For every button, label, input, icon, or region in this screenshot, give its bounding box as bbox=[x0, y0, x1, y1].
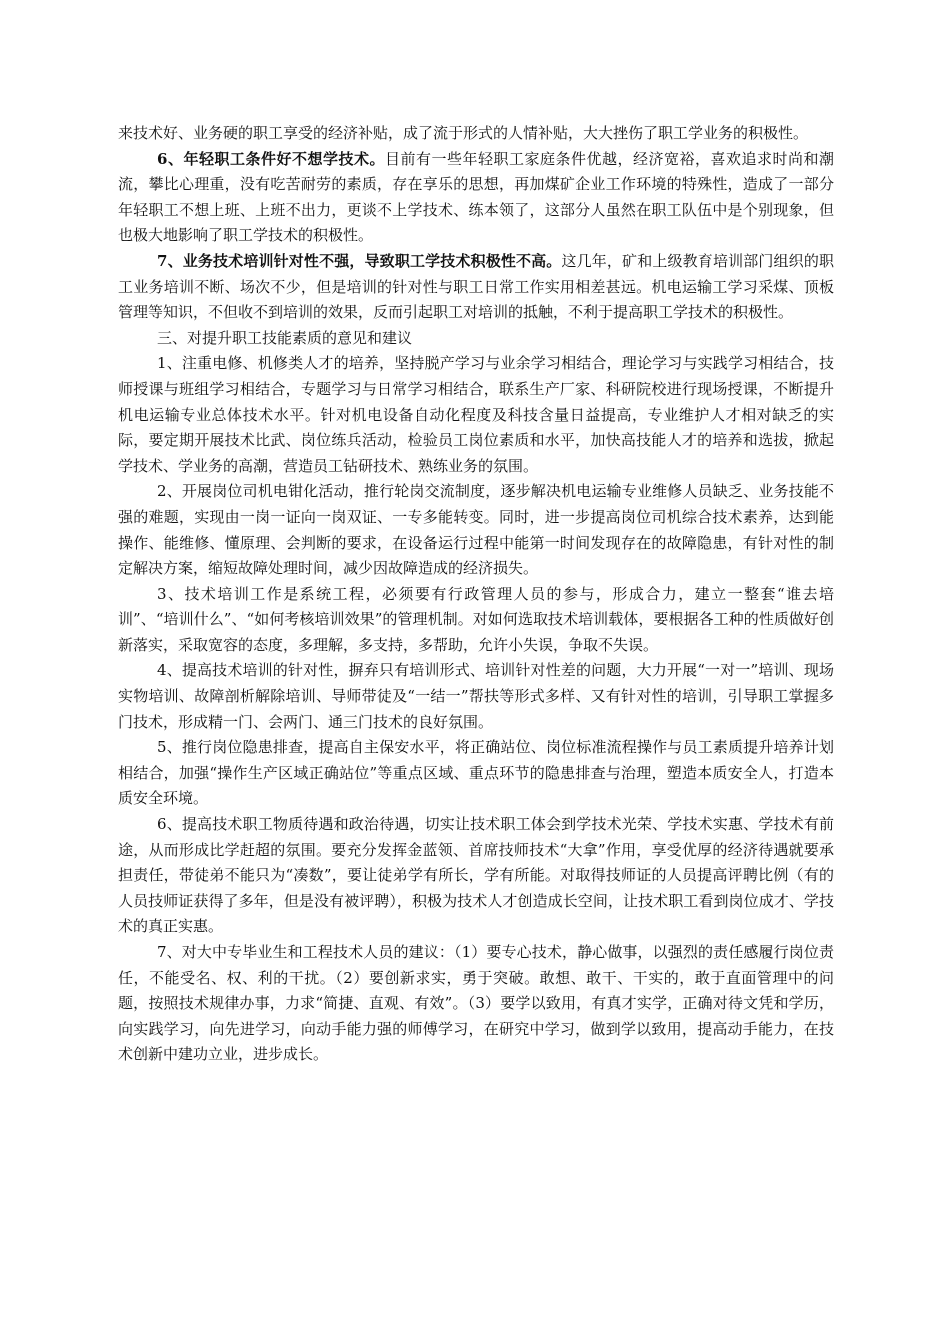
suggestion-paragraph-7: 7、对大中专毕业生和工程技术人员的建议：（1）要专心技术，静心做事，以强烈的责任感履行岗位责任，不能受名、权、利的干扰。（2）要创新求实，勇于突破。敢想、敢干、干实的，敢于直面管理中的问题，按照技术规律办事，力求“简捷、直观、有效”。（3）要学以致用，有真才实学，正确对待文凭和学历，向实践学习，向先进学习，向动手能力强的师傅学习，在研究中学习，做到学以致用，提高动手能力，在技术创新中建功立业，进步成长。 bbox=[118, 943, 834, 1064]
problem-item-6-body: 目前有一些年轻职工家庭条件优越，经济宽裕，喜欢追求时尚和潮流，攀比心理重，没有吃苦耐劳的素质，存在享乐的思想，再加煤矿企业工作环境的特殊性，造成了一部分年轻职工不想上班、上班不出力，更谈不上学技术、练本领了，这部分人虽然在职工队伍中是个别现象，但也极大地影响了职工学技术的积极性。 bbox=[118, 149, 834, 245]
problem-item-7-heading: 7、业务技术培训针对性不强，导致职工学技术积极性不高。 bbox=[157, 251, 562, 270]
suggestion-paragraph-5: 5、推行岗位隐患排查，提高自主保安水平，将正确站位、岗位标准流程操作与员工素质提升培养计划相结合，加强“操作生产区域正确站位”等重点区域、重点环节的隐患排查与治理，塑造本质安全人，打造本质安全环境。 bbox=[118, 738, 834, 808]
suggestion-paragraph-3: 3、技术培训工作是系统工程，必须要有行政管理人员的参与，形成合力，建立一整套“谁去培训”、“培训什么”、“如何考核培训效果”的管理机制。对如何选取技术培训载体，要根据各工种的性质做好创新落实，采取宽容的态度，多理解，多支持，多帮助，允许小失误，争取不失误。 bbox=[118, 584, 834, 654]
suggestion-paragraph-4: 4、提高技术培训的针对性，摒弃只有培训形式、培训针对性差的问题，大力开展“一对一”培训、现场实物培训、故障剖析解除培训、导师带徒及“一结一”帮扶等形式多样、又有针对性的培训，引导职工掌握多门技术，形成精一门、会两门、通三门技术的良好氛围。 bbox=[118, 661, 834, 731]
problem-item-7 bbox=[118, 249, 834, 326]
problem-item-7-body: 这几年，矿和上级教育培训部门组织的职工业务培训不断、场次不少，但是培训的针对性与职工日常工作实用相差甚远。机电运输工学习采煤、顶板管理等知识，不但收不到培训的效果，反而引起职工对培训的抵触，不利于提高职工学技术的积极性。 bbox=[118, 251, 834, 322]
document-body bbox=[118, 121, 834, 1068]
suggestion-paragraph-6: 6、提高技术职工物质待遇和政治待遇，切实让技术职工体会到学技术光荣、学技术实惠、学技术有前途，从而形成比学赶超的氛围。要充分发挥金蓝领、首席技师技术“大拿”作用，享受优厚的经济待遇就要承担责任，带徒弟不能只为“凑数”，要让徒弟学有所长，学有所能。对取得技师证的人员提高评聘比例（有的人员技师证获得了多年，但是没有被评聘），积极为技术人才创造成长空间，让技术职工看到岗位成才、学技术的真正实惠。 bbox=[118, 815, 834, 936]
suggestion-paragraph-2: 2、开展岗位司机电钳化活动，推行轮岗交流制度，逐步解决机电运输专业维修人员缺乏、业务技能不强的难题，实现由一岗一证向一岗双证、一专多能转变。同时，进一步提高岗位司机综合技术素养，达到能操作、能维修、懂原理、会判断的要求，在设备运行过程中能第一时间发现存在的故障隐患，有针对性的制定解决方案，缩短故障处理时间，减少因故障造成的经济损失。 bbox=[118, 482, 834, 578]
section-heading: 三、对提升职工技能素质的意见和建议 bbox=[157, 328, 413, 347]
continuation-paragraph: 来技术好、业务硬的职工享受的经济补贴，成了流于形式的人情补贴，大大挫伤了职工学业务的积极性。 bbox=[118, 124, 809, 142]
suggestion-paragraph-1: 1、注重电修、机修类人才的培养，坚持脱产学习与业余学习相结合，理论学习与实践学习相结合，技师授课与班组学习相结合，专题学习与日常学习相结合，联系生产厂家、科研院校进行现场授课，不断提升机电运输专业总体技术水平。针对机电设备自动化程度及科技含量日益提高，专业维护人才相对缺乏的实际，要定期开展技术比武、岗位练兵活动，检验员工岗位素质和水平，加快高技能人才的培养和选拔，掀起学技术、学业务的高潮，营造员工钻研技术、熟练业务的氛围。 bbox=[118, 354, 834, 475]
problem-item-6-heading: 6、年轻职工条件好不想学技术。 bbox=[157, 149, 385, 168]
problem-item-6 bbox=[118, 147, 834, 249]
